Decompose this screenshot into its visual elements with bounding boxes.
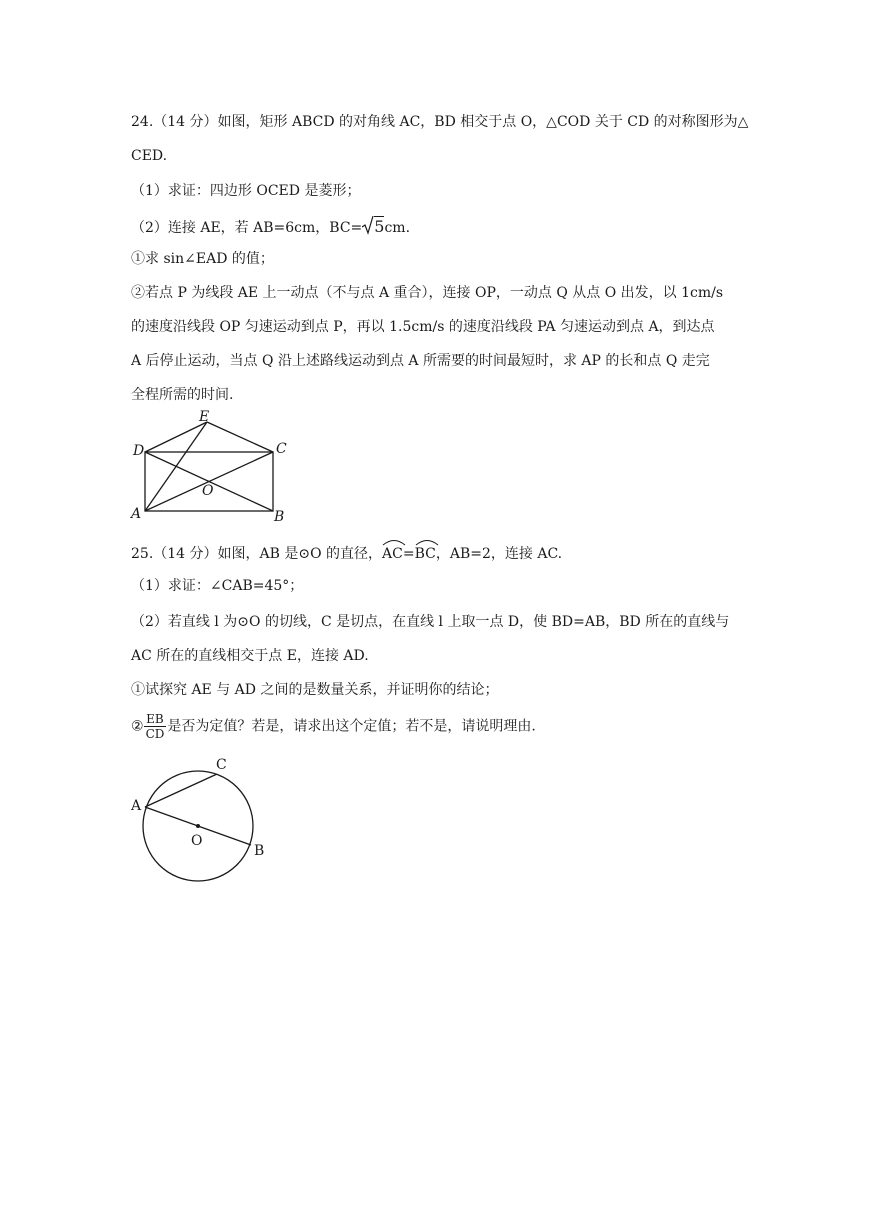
q25-stem-tail: ，AB=2，连接 AC. xyxy=(435,546,563,562)
label-B: B xyxy=(274,509,285,525)
label-O: O xyxy=(202,483,214,499)
q24-sub2-line3: A 后停止运动，当点 Q 沿上述路线运动到点 A 所需要的时间最短时，求 AP 的长和点 Q 走完 xyxy=(131,353,710,369)
arc-BC xyxy=(415,540,436,564)
q25-sub2 xyxy=(131,712,536,741)
arc-AC-label: AC xyxy=(382,546,403,562)
q25-sub1: ①试探究 AE 与 AD 之间的是数量关系，并证明你的结论； xyxy=(131,682,499,698)
q24-part2-unit: cm. xyxy=(384,220,411,236)
q25-part1: （1）求证：∠CAB=45°； xyxy=(131,578,304,594)
q24-part2-text: （2）连接 AE，若 AB=6cm，BC= xyxy=(131,220,363,236)
q24-sub2-line1: ②若点 P 为线段 AE 上一动点（不与点 A 重合），连接 OP，一动点 Q 从点 O 出发，以 1cm/s xyxy=(131,285,724,301)
label-C: C xyxy=(216,757,227,773)
q24-sub1: ①求 sin∠EAD 的值； xyxy=(131,251,274,267)
arc-AC xyxy=(382,540,403,564)
label-E: E xyxy=(199,409,210,425)
label-C: C xyxy=(276,441,287,457)
fraction-numerator: EB xyxy=(146,712,164,726)
q25-stem-text: 25.（14 分）如图，AB 是⊙O 的直径， xyxy=(131,546,383,562)
arc-BC-label: BC xyxy=(414,546,436,562)
q24-stem-line1: 24.（14 分）如图，矩形 ABCD 的对角线 AC，BD 相交于点 O，△COD 关于 CD 的对称图形为△ xyxy=(131,114,749,130)
fraction-denominator: CD xyxy=(145,727,165,741)
label-B: B xyxy=(254,843,265,859)
q24-figure-rectangle xyxy=(125,405,300,525)
q25-figure-circle xyxy=(125,752,275,887)
q24-part1: （1）求证：四边形 OCED 是菱形； xyxy=(131,183,361,199)
fraction-EB-CD xyxy=(144,712,167,741)
sqrt-symbol xyxy=(362,215,374,241)
q25-stem-line1 xyxy=(131,540,562,564)
equals-sign: = xyxy=(402,546,415,562)
q25-sub2-text: 是否为定值？若是，请求出这个定值；若不是，请说明理由. xyxy=(167,718,536,735)
q25-part2-line1: （2）若直线 l 为⊙O 的切线，C 是切点，在直线 l 上取一点 D，使 BD=AB，BD 所在的直线与 xyxy=(131,614,730,630)
label-O: O xyxy=(191,833,203,849)
radicand: 5 xyxy=(374,217,385,236)
q25-part2-line2: AC 所在的直线相交于点 E，连接 AD. xyxy=(131,648,369,664)
q24-stem-line2: CED. xyxy=(131,148,168,164)
label-A: A xyxy=(131,798,142,814)
q25-sub2-mark: ② xyxy=(131,718,144,735)
label-A: A xyxy=(131,506,142,522)
label-D: D xyxy=(133,443,145,459)
q24-sub2-line4: 全程所需的时间. xyxy=(131,387,234,403)
q24-sub2-line2: 的速度沿线段 OP 匀速运动到点 P，再以 1.5cm/s 的速度沿线段 PA 匀速运动到点 A，到达点 xyxy=(131,319,715,335)
q24-part2 xyxy=(131,215,410,241)
